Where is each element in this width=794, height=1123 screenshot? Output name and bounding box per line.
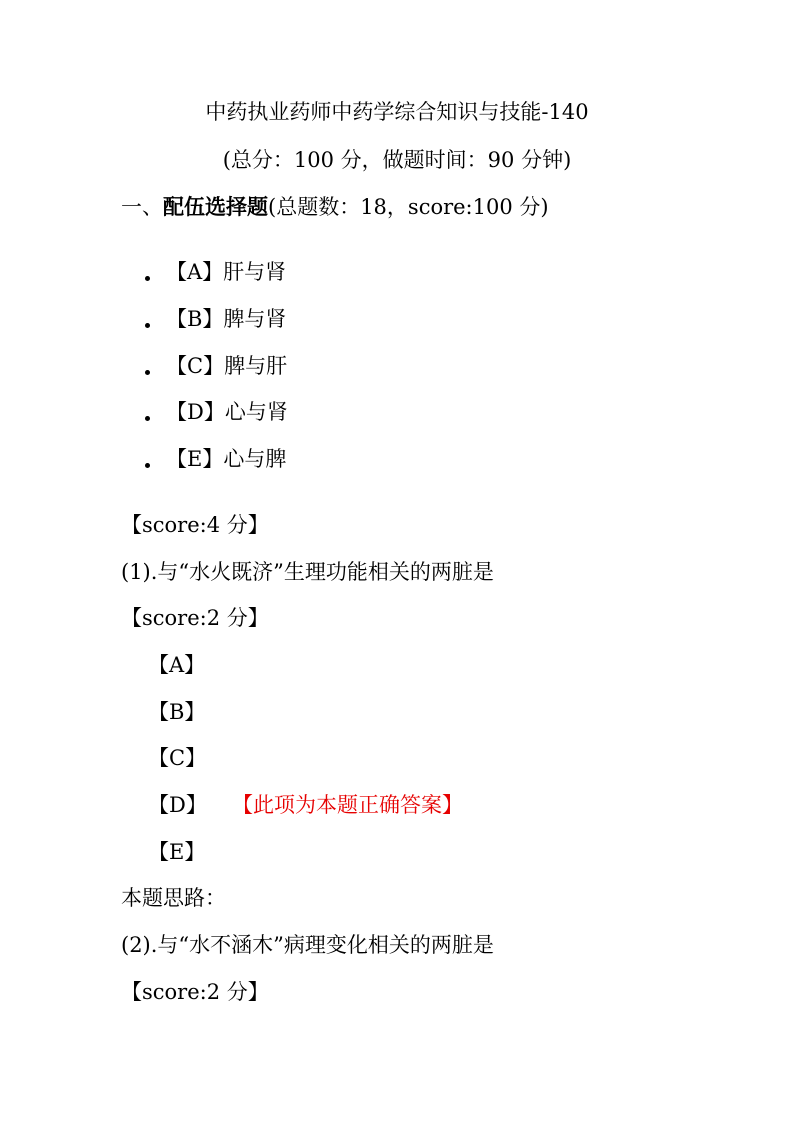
question-1-choice-c: 【C】	[148, 746, 207, 770]
shared-option-c: 【C】脾与肝	[166, 354, 288, 378]
group-score: 【score:4 分】	[121, 513, 269, 537]
section-heading	[121, 193, 549, 221]
shared-option-a: 【A】肝与肾	[166, 260, 287, 284]
question-1-choice-e: 【E】	[148, 840, 206, 864]
analysis-label: 本题思路：	[121, 886, 226, 910]
correct-answer-note: 【此项为本题正确答案】	[232, 793, 463, 817]
question-1-stem: (1).与“水火既济”生理功能相关的两脏是	[121, 560, 494, 584]
bullet-icon	[145, 416, 150, 421]
bullet-icon	[145, 276, 150, 281]
question-1-choice-b: 【B】	[148, 700, 206, 724]
bullet-icon	[145, 323, 150, 328]
question-1-choice-d: 【D】	[148, 793, 207, 817]
shared-option-e: 【E】心与脾	[166, 447, 287, 471]
section-prefix: 一、	[121, 195, 163, 219]
exam-info-subtitle: (总分：100 分，做题时间：90 分钟)	[222, 148, 572, 172]
question-1-score: 【score:2 分】	[121, 606, 269, 630]
document-title: 中药执业药师中药学综合知识与技能-140	[205, 100, 589, 124]
bullet-icon	[145, 370, 150, 375]
bullet-icon	[145, 463, 150, 468]
question-1-choice-a: 【A】	[148, 653, 206, 677]
section-name: 配伍选择题	[163, 194, 268, 219]
section-info: (总题数：18，score:100 分)	[268, 195, 549, 219]
shared-option-b: 【B】脾与肾	[166, 307, 287, 331]
question-2-stem: (2).与“水不涵木”病理变化相关的两脏是	[121, 933, 494, 957]
shared-option-d: 【D】心与肾	[166, 400, 288, 424]
question-2-score: 【score:2 分】	[121, 980, 269, 1004]
